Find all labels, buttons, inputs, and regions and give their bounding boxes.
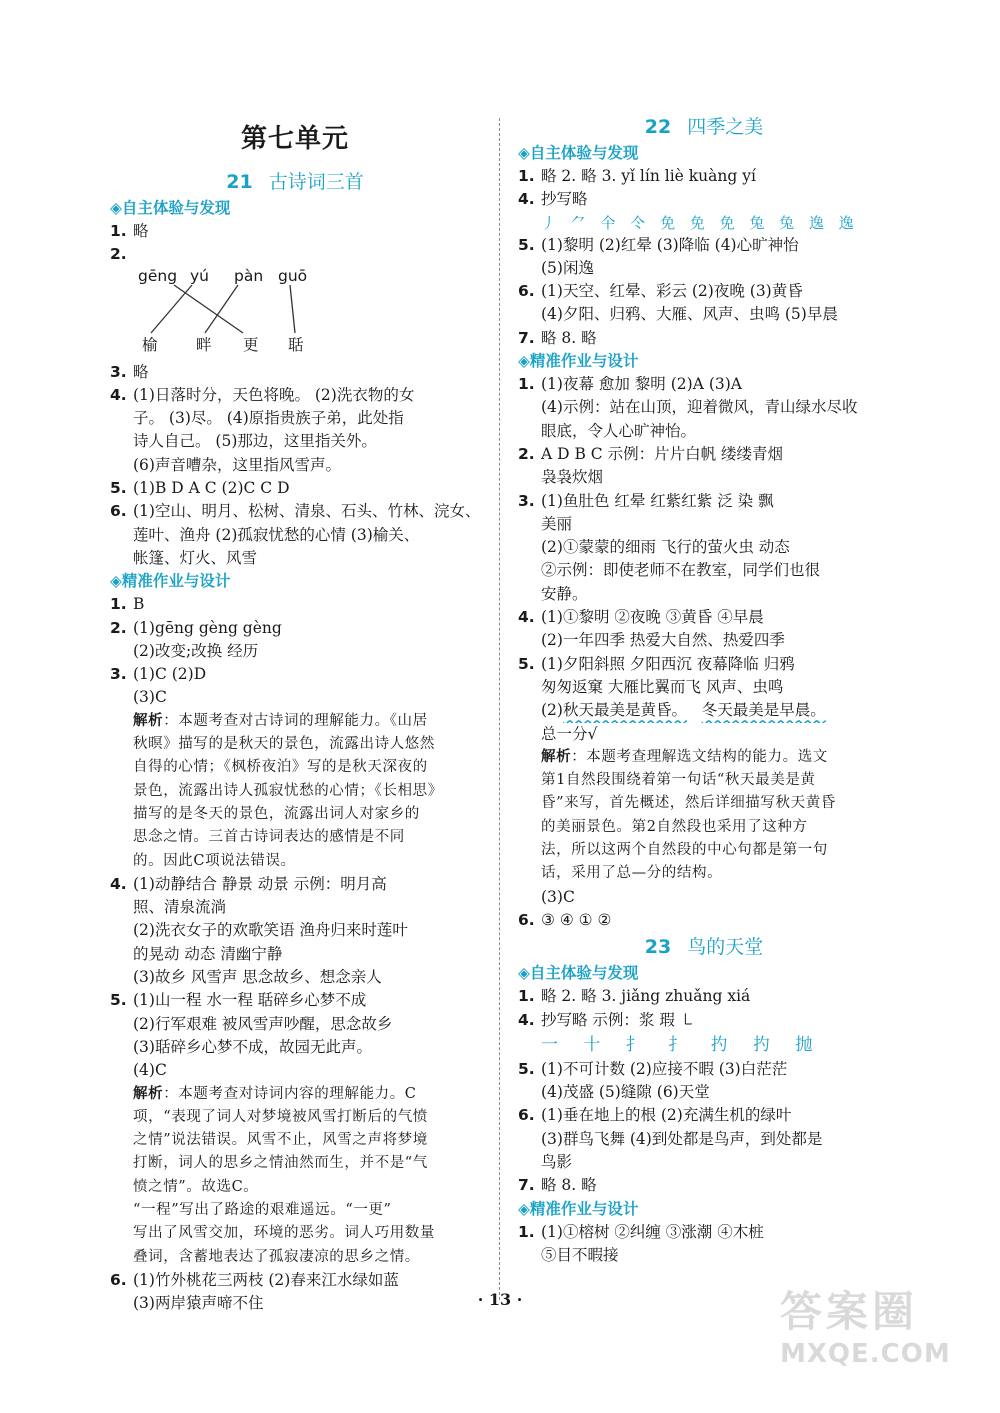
question-number: 3. xyxy=(518,491,535,510)
answer-text: 莲叶、渔舟 (2)孤寂忧愁的心情 (3)榆关、 xyxy=(133,525,420,544)
analysis-line xyxy=(110,1199,480,1222)
answer-line xyxy=(518,1081,890,1104)
question-number: 1. xyxy=(110,222,127,240)
question-number: 4. xyxy=(110,385,127,404)
answer-block xyxy=(110,593,480,709)
answer-text: (1)夜幕 愈加 黎明 (2)A (3)A xyxy=(541,375,742,394)
answer-line xyxy=(110,500,480,523)
analysis-line xyxy=(110,850,480,873)
answer-text: 安静。 xyxy=(541,584,588,603)
answer-text: ②示例：即使老师不在教室，同学们也很 xyxy=(541,561,821,580)
analysis-line xyxy=(110,1106,480,1129)
answer-text: (4)C xyxy=(133,1061,167,1080)
answer-line xyxy=(518,303,890,326)
analysis-block xyxy=(110,710,480,873)
analysis-line xyxy=(110,756,480,779)
analysis-line xyxy=(518,792,890,815)
answer-block xyxy=(518,1058,890,1198)
analysis-text: 项，“表现了词人对梦境被风雪打断后的气愤 xyxy=(133,1108,428,1125)
answer-line xyxy=(110,547,480,570)
question-number: 3. xyxy=(110,665,127,684)
pinyin-item: pàn xyxy=(234,266,264,285)
answer-line xyxy=(110,1269,480,1292)
analysis-text: ：本题考查理解选文结构的能力。选文 xyxy=(571,748,828,765)
answer-line xyxy=(518,420,890,443)
answer-text: (1)C (2)D xyxy=(133,665,207,684)
answer-line xyxy=(518,373,890,396)
analysis-text: “一程”写出了路途的艰难遥远。“一更” xyxy=(133,1201,392,1218)
analysis-text: 的美丽景色。第2自然段也采用了这种方 xyxy=(541,818,808,835)
watermark-url: MXQE.COM xyxy=(780,1339,951,1369)
analysis-line xyxy=(110,1222,480,1245)
section-self-experience: ◈自主体验与发现 xyxy=(518,964,639,983)
question-number: 4. xyxy=(518,190,535,209)
question-number: 4. xyxy=(110,874,127,893)
answer-text: (1)gēng gèng gèng xyxy=(133,618,282,637)
watermark-logo xyxy=(780,1279,970,1399)
analysis-line xyxy=(518,862,890,885)
question-number: 5. xyxy=(518,235,535,254)
answer-block xyxy=(518,985,890,1032)
section-self-experience: ◈自主体验与发现 xyxy=(110,199,231,217)
answer-line xyxy=(110,593,480,616)
answer-line xyxy=(518,443,890,466)
answer-text: (1)垂在地上的根 (2)充满生机的绿叶 xyxy=(541,1106,792,1125)
answer-text: (1)天空、红晕、彩云 (2)夜晚 (3)黄昏 xyxy=(541,282,803,301)
lesson-23-title: 23 鸟的天堂 xyxy=(644,936,764,959)
answer-text: (2)改变;改换 经历 xyxy=(133,641,259,660)
analysis-text: 的。因此C项说法错误。 xyxy=(133,852,296,869)
answer-line xyxy=(110,919,480,942)
section-precise-homework: ◈精准作业与设计 xyxy=(110,572,231,591)
answer-line xyxy=(518,1244,890,1267)
analysis-block xyxy=(518,746,890,886)
answer-line xyxy=(518,280,890,303)
analysis-text: 描写的是冬天的景色，流露出词人对家乡的 xyxy=(133,805,420,822)
answer-text: 略 xyxy=(133,362,149,381)
analysis-text: 叠词，含蓄地表达了孤寂凄凉的思乡之情。 xyxy=(133,1248,420,1265)
answer-text: B xyxy=(133,595,145,614)
answer-text: (1)B D A C (2)C C D xyxy=(133,479,290,498)
answer-line xyxy=(518,559,890,582)
answer-text: (2)行军艰难 被风雪声吵醒，思念故乡 xyxy=(133,1014,393,1033)
answer-text: 照、清泉流淌 xyxy=(133,898,227,917)
answer-line xyxy=(110,407,480,430)
answer-text: 略 xyxy=(133,222,149,240)
answer-block xyxy=(518,165,890,212)
answer-text: (3)C xyxy=(133,688,167,707)
analysis-text: 法，所以这两个自然段的中心句都是第一句 xyxy=(541,842,828,859)
answer-block xyxy=(518,373,890,699)
analysis-line xyxy=(110,733,480,756)
answer-text: (2)洗衣女子的欢歌笑语 渔舟归来时莲叶 xyxy=(133,921,408,940)
analysis-line xyxy=(110,1176,480,1199)
character-item: 聒 xyxy=(288,335,304,354)
answer-line xyxy=(518,536,890,559)
answer-line xyxy=(110,430,480,453)
answer-line xyxy=(518,1009,890,1032)
answer-line xyxy=(518,653,890,676)
question-number: 5. xyxy=(518,1059,535,1078)
answer-line xyxy=(518,606,890,629)
answer-text: 鸟影 xyxy=(541,1152,573,1171)
answer-line xyxy=(110,663,480,686)
answer-line xyxy=(518,188,890,211)
section-precise-homework: ◈精准作业与设计 xyxy=(518,352,639,371)
answer-line xyxy=(518,396,890,419)
answer-line xyxy=(110,477,480,500)
answer-line xyxy=(518,513,890,536)
question-number: 7. xyxy=(518,328,535,347)
character-item: 畔 xyxy=(196,335,212,354)
analysis-text: 愤之情”。故选C。 xyxy=(133,1178,259,1195)
character-item: 更 xyxy=(243,335,259,354)
question-number: 1. xyxy=(110,595,127,614)
answer-line xyxy=(518,1151,890,1174)
analysis-line xyxy=(110,780,480,803)
answer-line xyxy=(518,886,890,909)
answer-text: ③ ④ ① ② xyxy=(541,910,612,929)
answer-line xyxy=(518,234,890,257)
answer-text: (5)闲逸 xyxy=(541,258,594,277)
answer-block xyxy=(518,234,890,350)
analysis-text: ：本题考查对古诗词的理解能力。《山居 xyxy=(163,712,428,729)
answer-line xyxy=(110,243,480,266)
question-number: 6. xyxy=(110,502,127,521)
answer-line xyxy=(518,985,890,1008)
question-number: 2. xyxy=(110,618,127,637)
question-number: 2. xyxy=(110,245,127,264)
answer-line xyxy=(518,327,890,350)
answer-line xyxy=(518,257,890,280)
answer-block xyxy=(110,873,480,1083)
analysis-text: 之情”说法错误。风雪不止，风雪之声将梦境 xyxy=(133,1132,428,1149)
column-divider xyxy=(499,118,500,1300)
lesson-21-title: 21 古诗词三首 xyxy=(226,171,364,193)
answer-text: 帐篷、灯火、风雪 xyxy=(133,548,258,567)
answer-text: (1)①黎明 ②夜晚 ③黄昏 ④早晨 xyxy=(541,608,764,627)
answer-text: (4)示例：站在山顶，迎着微风，青山绿水尽收 xyxy=(541,398,858,417)
answer-text: 匆匆返窠 大雁比翼而飞 风声、虫鸣 xyxy=(541,677,784,696)
answer-text: (3)聒碎乡心梦不成，故园无此声。 xyxy=(133,1037,372,1056)
answer-text: (1)日落时分，天色将晚。 (2)洗衣物的女 xyxy=(133,385,415,404)
answer-block xyxy=(518,1221,890,1268)
question-number: 4. xyxy=(518,608,535,627)
analysis-line xyxy=(110,1246,480,1269)
question-number: 6. xyxy=(518,282,535,301)
answer-line: 总一分√ xyxy=(541,724,598,743)
analysis-block xyxy=(110,1083,480,1269)
question-number: 1. xyxy=(518,375,535,394)
answer-line xyxy=(518,1058,890,1081)
question-number: 6. xyxy=(110,1270,127,1289)
question-number: 6. xyxy=(518,910,535,929)
answer-text: (1)竹外桃花三两枝 (2)春来江水绿如蓝 xyxy=(133,1270,399,1289)
answer-line xyxy=(110,1036,480,1059)
question-number: 2. xyxy=(518,444,535,463)
answer-text: (2)①蒙蒙的细雨 飞行的萤火虫 动态 xyxy=(541,538,790,557)
pinyin-item: yú xyxy=(190,266,209,285)
answer-line xyxy=(110,640,480,663)
analysis-text: 第1自然段围绕着第一句话“秋天最美是黄 xyxy=(541,772,816,789)
answer-line xyxy=(518,629,890,652)
analysis-text: 昏”来写，首先概述，然后详细描写秋天黄昏 xyxy=(541,795,836,812)
answer-line xyxy=(110,873,480,896)
answer-text: (1)①榕树 ②纠缠 ③涨潮 ④木桩 xyxy=(541,1222,764,1241)
answer-text: 抄写略 示例：浆 瑕 ㇄ xyxy=(541,1010,696,1029)
analysis-line xyxy=(110,710,480,733)
analysis-text: 景色，流露出诗人孤寂忧愁的心情；《长相思》 xyxy=(133,782,443,799)
answer-line xyxy=(110,896,480,919)
answer-line xyxy=(110,454,480,477)
section-precise-homework: ◈精准作业与设计 xyxy=(518,1199,639,1218)
answer-text: (4)夕阳、归鸦、大雁、风声、虫鸣 (5)早晨 xyxy=(541,305,838,324)
analysis-text: 话，采用了总—分的结构。 xyxy=(541,865,723,882)
page-number: · 13 · xyxy=(477,1290,523,1309)
analysis-line xyxy=(518,839,890,862)
lesson-22-title: 22 四季之美 xyxy=(644,116,764,138)
analysis-line xyxy=(518,746,890,769)
answer-text: (3)C xyxy=(541,887,575,906)
analysis-text: 自得的心情；《枫桥夜泊》写的是秋天深夜的 xyxy=(133,759,428,776)
answer-text: (1)不可计数 (2)应接不暇 (3)白茫茫 xyxy=(541,1059,788,1078)
analysis-line xyxy=(110,1152,480,1175)
answer-line xyxy=(518,583,890,606)
answer-text: (4)茂盛 (5)缝隙 (6)天堂 xyxy=(541,1083,710,1102)
answer-text: 的晃动 动态 清幽宁静 xyxy=(133,944,283,963)
unit-title: 第七单元 xyxy=(240,124,349,154)
answer-text: (1)动静结合 静景 动景 示例：明月高 xyxy=(133,874,387,893)
answer-text: (1)夕阳斜照 夕阳西沉 夜幕降临 归鸦 xyxy=(541,654,795,673)
answer-line xyxy=(110,966,480,989)
answer-line xyxy=(518,466,890,489)
answer-text: (1)鱼肚色 红晕 红紫红紫 泛 染 飘 xyxy=(541,491,774,510)
answer-text: 美丽 xyxy=(541,514,573,533)
analysis-label: 解析 xyxy=(541,748,572,765)
answer-block xyxy=(110,220,480,267)
question-number: 5. xyxy=(110,479,127,498)
answer-line xyxy=(110,361,480,384)
answer-text: 略 8. 略 xyxy=(541,328,597,347)
answer-text: 袅袅炊烟 xyxy=(541,468,604,487)
question-number: 1. xyxy=(518,987,535,1006)
question-number: 1. xyxy=(518,167,535,185)
pinyin-item: gēng xyxy=(138,266,178,285)
answer-text: ⑤目不暇接 xyxy=(541,1245,619,1264)
analysis-label: 解析 xyxy=(133,712,164,729)
left-column xyxy=(110,112,480,1315)
section-self-experience: ◈自主体验与发现 xyxy=(518,144,639,162)
answer-text: (2)一年四季 热爱大自然、热爱四季 xyxy=(541,631,785,650)
question-number: 5. xyxy=(110,991,127,1010)
analysis-line xyxy=(110,1083,480,1106)
watermark-text: 答案圈 xyxy=(780,1287,919,1336)
question-number: 7. xyxy=(518,1176,535,1195)
answer-line xyxy=(110,1059,480,1082)
answer-block xyxy=(518,886,890,933)
answer-text: (3)群鸟飞舞 (4)到处都是鸟声，到处都是 xyxy=(541,1129,823,1148)
answer-text: (3)两岸猿声啼不住 xyxy=(133,1294,264,1313)
answer-line xyxy=(110,617,480,640)
analysis-line xyxy=(110,803,480,826)
answer-text: 子。 (3)尽。 (4)原指贵族子弟，此处指 xyxy=(133,409,404,428)
answer-text: 诗人自己。 (5)那边，这里指关外。 xyxy=(133,432,377,451)
analysis-line xyxy=(518,769,890,792)
answer-line xyxy=(110,220,480,243)
answer-text: (3)故乡 风雪声 思念故乡、想念亲人 xyxy=(133,968,382,987)
answer-text: A D B C 示例：片片白帆 缕缕青烟 xyxy=(541,444,784,463)
answer-text: (1)山一程 水一程 聒碎乡心梦不成 xyxy=(133,991,367,1010)
answer-line: (2)秋天最美是黄昏。 冬天最美是早晨。 xyxy=(541,701,826,720)
answer-line xyxy=(110,1013,480,1036)
question-number: 1. xyxy=(518,1222,535,1241)
answer-line xyxy=(518,909,890,932)
answer-block xyxy=(110,361,480,571)
right-column xyxy=(518,112,890,1267)
answer-text: (1)空山、明月、松树、清泉、石头、竹林、浣女、 xyxy=(133,502,480,521)
character-item: 榆 xyxy=(142,335,158,354)
answer-line xyxy=(518,676,890,699)
analysis-text: 秋暝》描写的是秋天的景色，流露出诗人悠然 xyxy=(133,736,435,753)
answer-line xyxy=(110,384,480,407)
answer-text: (1)黎明 (2)红晕 (3)降临 (4)心旷神怡 xyxy=(541,235,799,254)
answer-line xyxy=(110,686,480,709)
analysis-text: 打断，词人的思乡之情油然而生，并不是“气 xyxy=(133,1155,428,1172)
answer-text: 眼底，令人心旷神怡。 xyxy=(541,421,697,440)
answer-line xyxy=(110,524,480,547)
analysis-text: 思念之情。三首古诗词表达的感情是不同 xyxy=(133,829,405,846)
pinyin-item: guō xyxy=(278,266,308,285)
answer-text: (6)声音嘈杂，这里指风雪声。 xyxy=(133,455,341,474)
answer-line xyxy=(518,1221,890,1244)
answer-text: 抄写略 xyxy=(541,190,588,209)
question-number: 5. xyxy=(518,654,535,673)
answer-text: 略 2. 略 3. jiǎng zhuǎng xiá xyxy=(541,987,751,1006)
stroke-order-row: 丿 ⺈ 仐 仒 免 免 免 兔 兔 逸 逸 xyxy=(541,213,859,232)
analysis-line xyxy=(518,816,890,839)
analysis-line xyxy=(110,1129,480,1152)
answer-line xyxy=(518,1128,890,1151)
analysis-label: 解析 xyxy=(133,1085,164,1102)
answer-line xyxy=(518,1104,890,1127)
stroke-order-row: 一 十 扌 扌 扚 扚 抛 xyxy=(541,1034,823,1055)
answer-line xyxy=(110,943,480,966)
answer-line xyxy=(518,490,890,513)
answer-text: 略 2. 略 3. yǐ lín liè kuàng yí xyxy=(541,167,756,185)
analysis-text: 写出了风雪交加，环境的恶劣。词人巧用数量 xyxy=(133,1225,435,1242)
answer-text: 略 8. 略 xyxy=(541,1176,597,1195)
question-number: 4. xyxy=(518,1010,535,1029)
answer-line xyxy=(518,1174,890,1197)
answer-line xyxy=(110,989,480,1012)
analysis-text: ：本题考查对诗词内容的理解能力。C xyxy=(163,1085,417,1102)
analysis-line xyxy=(110,826,480,849)
answer-line xyxy=(518,165,890,188)
question-number: 3. xyxy=(110,362,127,381)
pinyin-matching-diagram xyxy=(110,267,480,361)
question-number: 6. xyxy=(518,1106,535,1125)
